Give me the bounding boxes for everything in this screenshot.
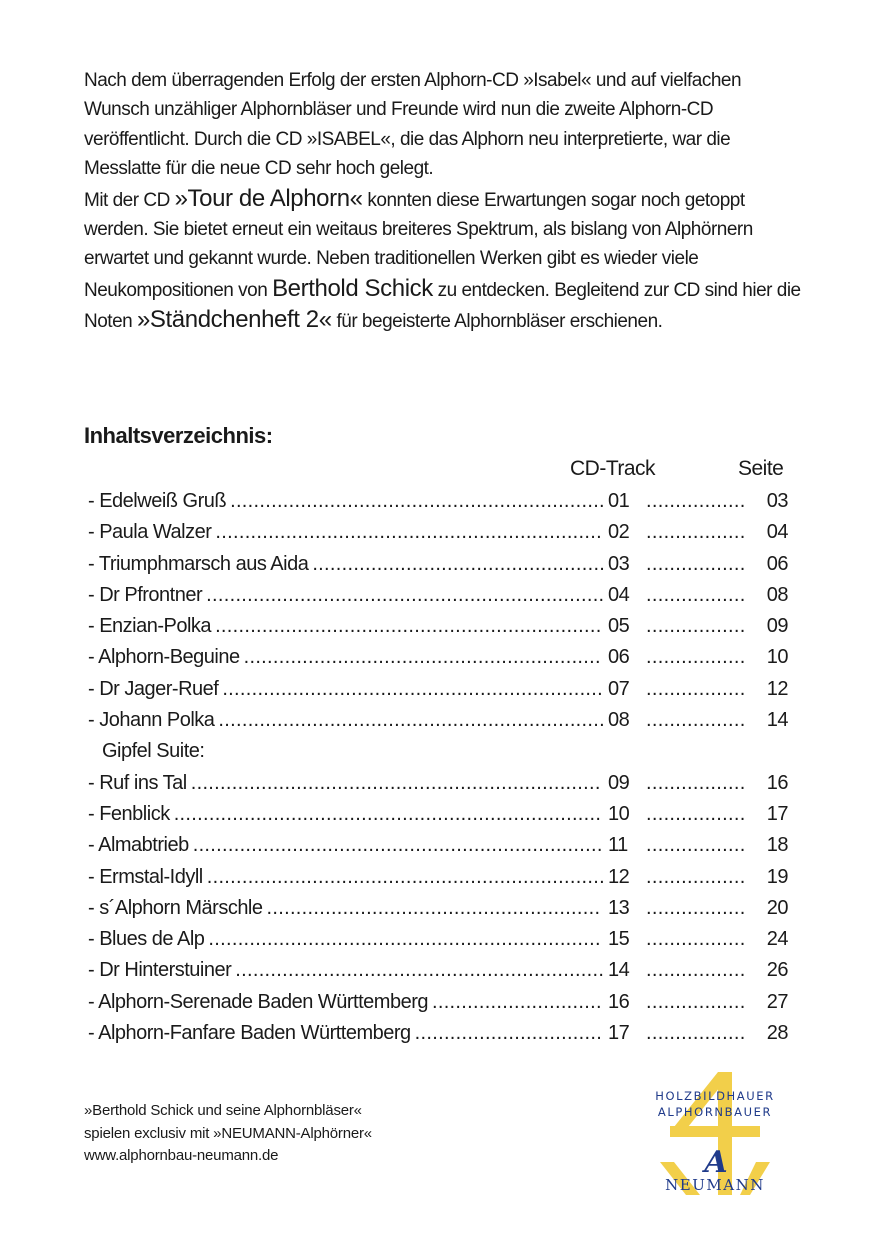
neumann-logo bbox=[640, 1070, 790, 1200]
dot-leader: ................. bbox=[646, 709, 746, 732]
toc-item-page: 12 bbox=[766, 677, 788, 700]
logo-brand: NEUMANN bbox=[665, 1176, 765, 1194]
toc-item-page: 28 bbox=[766, 1022, 788, 1045]
toc-item-title: - s´Alphorn Märschle bbox=[88, 896, 263, 919]
toc-item-track: 12 bbox=[608, 865, 630, 888]
intro-text bbox=[84, 66, 802, 337]
toc-item-page: 26 bbox=[766, 959, 788, 982]
intro-p2-a: Mit der CD bbox=[84, 189, 175, 211]
logo-graphic bbox=[640, 1070, 790, 1200]
dot-leader: ................................................................ bbox=[230, 490, 605, 512]
toc-item-track: 11 bbox=[608, 834, 628, 857]
toc-row bbox=[88, 924, 788, 955]
toc-row bbox=[88, 768, 788, 799]
toc-item-page: 16 bbox=[766, 771, 788, 794]
toc-row bbox=[88, 830, 788, 861]
intro-p2-d: für begeisterte Alphornbläser erschienen. bbox=[331, 311, 663, 333]
dot-leader: ................. bbox=[646, 771, 746, 794]
dot-leader: ................. bbox=[646, 959, 746, 982]
dot-leader: .................................................................. bbox=[215, 615, 602, 638]
toc-item-page: 17 bbox=[766, 802, 788, 825]
dot-leader: ............................................................. bbox=[243, 646, 601, 669]
dot-leader: ................................................................. bbox=[222, 677, 603, 700]
toc-row bbox=[88, 486, 788, 517]
dot-leader: ................. bbox=[646, 646, 746, 669]
toc-item-track: 14 bbox=[608, 959, 630, 982]
table-of-contents bbox=[88, 486, 788, 1049]
toc-item-page: 24 bbox=[766, 928, 788, 951]
dot-leader: ................. bbox=[646, 928, 746, 951]
dot-leader: ...................................................................... bbox=[192, 834, 603, 857]
footer-line-2: spielen exclusiv mit »NEUMANN-Alphörner« bbox=[84, 1124, 372, 1142]
toc-item-track: 09 bbox=[608, 771, 630, 794]
cd-title: »Tour de Alphorn« bbox=[174, 184, 363, 212]
dot-leader: .................................................................. bbox=[215, 521, 602, 544]
logo-line-1: HOLZBILDHAUER bbox=[655, 1089, 775, 1103]
dot-leader: ................. bbox=[646, 802, 746, 825]
toc-row bbox=[88, 862, 788, 893]
toc-item-page: 03 bbox=[766, 490, 788, 512]
dot-leader: .................................................................. bbox=[218, 709, 605, 732]
toc-item-track: 04 bbox=[608, 583, 630, 606]
toc-item-title: - Alphorn-Fanfare Baden Württemberg bbox=[88, 1022, 411, 1045]
toc-item-track: 15 bbox=[608, 928, 630, 951]
toc-item-title: - Ermstal-Idyll bbox=[88, 865, 203, 888]
dot-leader: ................................................................... bbox=[208, 928, 601, 951]
toc-item-page: 20 bbox=[766, 896, 788, 919]
toc-item-page: 09 bbox=[766, 615, 788, 638]
dot-leader: .................................................................... bbox=[206, 583, 605, 606]
toc-section-heading bbox=[88, 736, 788, 767]
toc-item-page: 18 bbox=[766, 834, 788, 857]
dot-leader: .................................................. bbox=[312, 552, 606, 575]
dot-leader: ................. bbox=[646, 990, 746, 1013]
composer-name: Berthold Schick bbox=[272, 274, 433, 302]
toc-item-track: 16 bbox=[608, 990, 630, 1013]
column-header-track: CD-Track bbox=[570, 457, 656, 480]
dot-leader: ................. bbox=[646, 896, 746, 919]
toc-item-title: Gipfel Suite: bbox=[102, 740, 205, 763]
column-header-page: Seite bbox=[738, 457, 784, 480]
intro-p2-b: konnten diese Erwartungen sogar noch getoppt werden. Sie bietet erneut ein weitaus breiteres Spektrum, als bislang von Alphörnern erwartet und gekannt wurde. Neben traditionellen Werken gibt es wieder viele Neukompositionen von bbox=[84, 189, 753, 301]
dot-leader: ................. bbox=[646, 521, 746, 544]
toc-item-track: 02 bbox=[608, 521, 630, 544]
book-title: »Ständchenheft 2« bbox=[136, 306, 332, 334]
toc-item-title: - Fenblick bbox=[88, 802, 170, 825]
toc-item-title: - Dr Hinterstuiner bbox=[88, 959, 232, 982]
dot-leader: ............................................................... bbox=[235, 959, 605, 982]
toc-item-track: 05 bbox=[608, 615, 630, 638]
toc-title: Inhaltsverzeichnis: bbox=[84, 423, 273, 448]
dot-leader: ...................................................................... bbox=[190, 771, 601, 794]
dot-leader: ................. bbox=[646, 552, 746, 575]
toc-item-title: - Blues de Alp bbox=[88, 928, 205, 951]
logo-monogram: A bbox=[704, 1145, 728, 1180]
toc-item-title: - Alphorn-Serenade Baden Württemberg bbox=[88, 990, 428, 1013]
toc-row bbox=[88, 549, 788, 580]
dot-leader: ................. bbox=[646, 865, 746, 888]
toc-item-track: 10 bbox=[608, 802, 630, 825]
dot-leader: ......................................................... bbox=[266, 896, 601, 919]
toc-item-title: - Dr Pfrontner bbox=[88, 583, 203, 606]
toc-item-page: 19 bbox=[766, 865, 788, 888]
logo-crossbar bbox=[670, 1126, 760, 1137]
toc-item-track: 01 bbox=[608, 490, 630, 512]
toc-row bbox=[88, 705, 788, 736]
intro-p2-c: zu entdecken. Begleitend zur CD sind hier die Noten bbox=[84, 279, 801, 333]
toc-item-title: - Alphorn-Beguine bbox=[88, 646, 240, 669]
toc-row bbox=[88, 611, 788, 642]
dot-leader: ......................................................................... bbox=[173, 802, 602, 825]
footer-website[interactable]: www.alphornbau-neumann.de bbox=[84, 1147, 279, 1164]
toc-item-title: - Dr Jager-Ruef bbox=[88, 677, 219, 700]
toc-row bbox=[88, 642, 788, 673]
toc-item-track: 13 bbox=[608, 896, 630, 919]
dot-leader: ................. bbox=[646, 1022, 746, 1045]
dot-leader: ................. bbox=[646, 583, 746, 606]
toc-item-track: 08 bbox=[608, 709, 630, 732]
toc-item-title: - Paula Walzer bbox=[88, 521, 212, 544]
toc-row bbox=[88, 893, 788, 924]
toc-row bbox=[88, 580, 788, 611]
toc-row bbox=[88, 674, 788, 705]
toc-item-page: 04 bbox=[766, 521, 788, 544]
toc-item-page: 06 bbox=[766, 552, 788, 575]
toc-item-title: - Ruf ins Tal bbox=[88, 771, 187, 794]
toc-row bbox=[88, 799, 788, 830]
toc-row bbox=[88, 955, 788, 986]
dot-leader: ................. bbox=[646, 677, 746, 700]
toc-item-page: 14 bbox=[766, 709, 788, 732]
toc-item-page: 10 bbox=[766, 646, 788, 669]
footer-line-1: »Berthold Schick und seine Alphornbläser« bbox=[84, 1102, 362, 1119]
toc-item-page: 08 bbox=[766, 583, 788, 606]
dot-leader: ................. bbox=[646, 490, 746, 512]
toc-item-track: 17 bbox=[608, 1022, 630, 1045]
footer bbox=[84, 1100, 372, 1168]
dot-leader: .................................................................... bbox=[206, 865, 605, 888]
dot-leader: ................. bbox=[646, 615, 746, 638]
toc-row bbox=[88, 1018, 788, 1049]
toc-item-title: - Edelweiß Gruß bbox=[88, 490, 227, 512]
toc-item-title: - Almabtrieb bbox=[88, 834, 189, 857]
toc-item-title: - Enzian-Polka bbox=[88, 615, 212, 638]
intro-paragraph-1: Nach dem überragenden Erfolg der ersten Alphorn-CD »Isabel« und auf vielfachen Wunsch unzähliger Alphornbläser und Freunde wird nun die zweite Alphorn-CD veröffentlicht. Durch die CD »ISABEL«, die das Alphorn neu interpretierte, war die Messlatte für die neue CD sehr hoch gelegt. bbox=[84, 70, 742, 180]
toc-item-title: - Triumphmarsch aus Aida bbox=[88, 552, 309, 575]
toc-item-track: 06 bbox=[608, 646, 630, 669]
toc-item-page: 27 bbox=[766, 990, 788, 1013]
toc-row bbox=[88, 517, 788, 548]
toc-item-title: - Johann Polka bbox=[88, 709, 215, 732]
toc-row bbox=[88, 987, 788, 1018]
toc-item-track: 07 bbox=[608, 677, 630, 700]
dot-leader: ................. bbox=[646, 834, 746, 857]
dot-leader: ............................. bbox=[431, 990, 602, 1013]
dot-leader: ................................ bbox=[414, 1022, 603, 1045]
logo-line-2: ALPHORNBAUER bbox=[657, 1105, 773, 1119]
toc-item-track: 03 bbox=[608, 552, 630, 575]
